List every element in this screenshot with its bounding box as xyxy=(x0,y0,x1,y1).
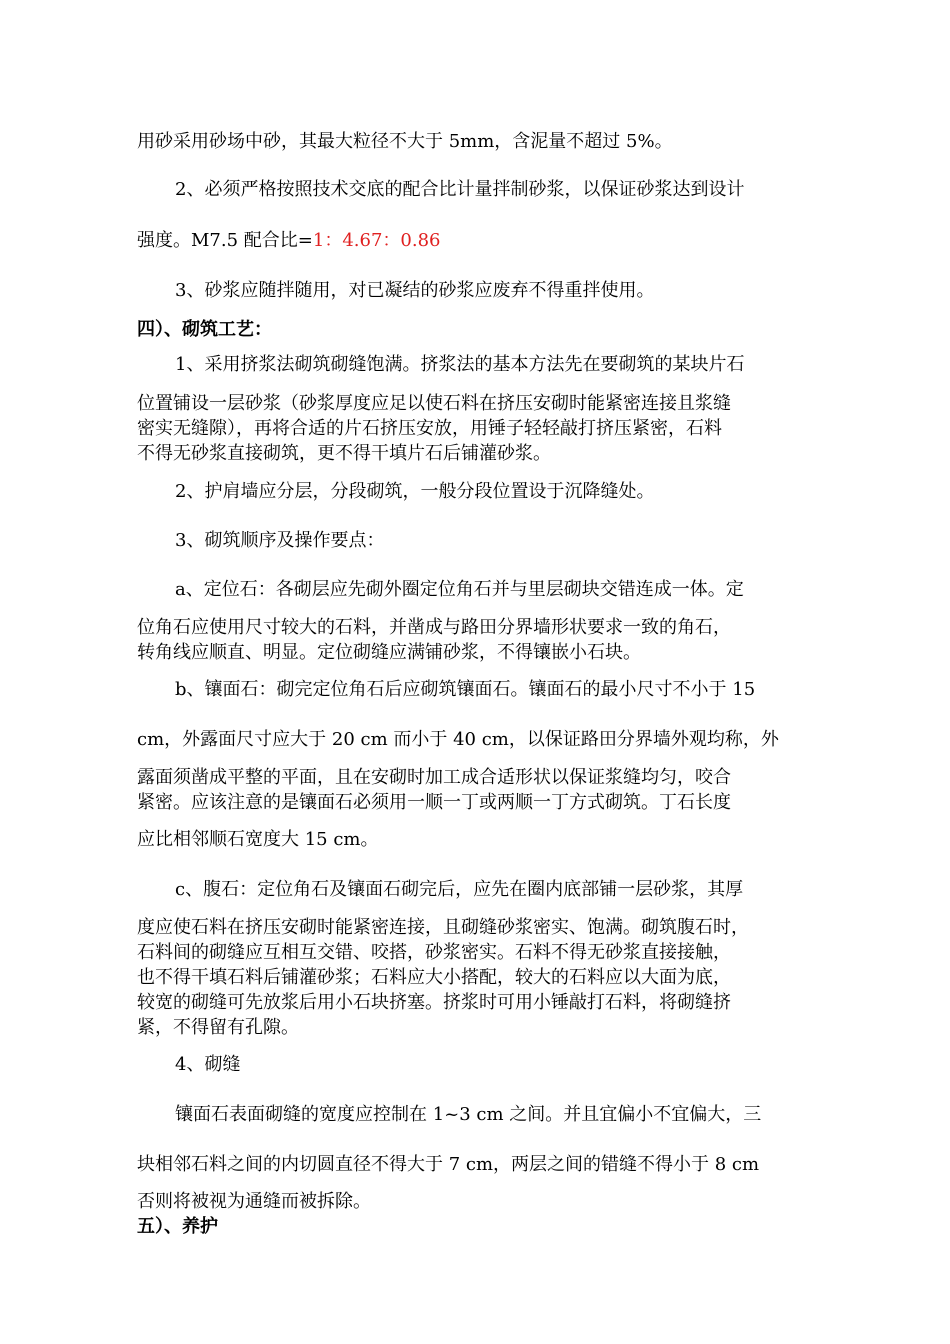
text-line: 应比相邻顺石宽度大 15 cm。 xyxy=(137,829,379,850)
text-line: cm，外露面尺寸应大于 20 cm 而小于 40 cm，以保证路田分界墙外观均称，外 xyxy=(137,729,779,750)
text-line: 不得无砂浆直接砌筑，更不得干填片石后铺灌砂浆。 xyxy=(137,443,551,464)
text-line: 2、护肩墙应分层，分段砌筑，一般分段位置设于沉降缝处。 xyxy=(175,481,655,502)
text-line: c、腹石：定位角石及镶面石砌完后，应先在圈内底部铺一层砂浆，其厚 xyxy=(175,879,744,900)
text-line: 度应使石料在挤压安砌时能紧密连接，且砌缝砂浆密实、饱满。砌筑腹石时， xyxy=(137,917,749,938)
text-line: 块相邻石料之间的内切圆直径不得大于 7 cm，两层之间的错缝不得小于 8 cm xyxy=(137,1154,760,1175)
text-line: 紧，不得留有孔隙。 xyxy=(137,1017,299,1038)
text-line: 也不得干填石料后铺灌砂浆；石料应大小搭配，较大的石料应以大面为底， xyxy=(137,967,731,988)
text-line: 露面须凿成平整的平面，且在安砌时加工成合适形状以保证浆缝均匀，咬合 xyxy=(137,767,731,788)
mix-ratio-label: 强度。M7.5 配合比= xyxy=(137,230,313,251)
text-line: b、镶面石：砌完定位角石后应砌筑镶面石。镶面石的最小尺寸不小于 15 xyxy=(175,679,756,700)
text-line: 紧密。应该注意的是镶面石必须用一顺一丁或两顺一丁方式砌筑。丁石长度 xyxy=(137,792,731,813)
text-line: 较宽的砌缝可先放浆后用小石块挤塞。挤浆时可用小锤敲打石料，将砌缝挤 xyxy=(137,992,731,1013)
text-line: 镶面石表面砌缝的宽度应控制在 1~3 cm 之间。并且宜偏小不宜偏大，三 xyxy=(175,1104,762,1125)
text-line: 位置铺设一层砂浆（砂浆厚度应足以使石料在挤压安砌时能紧密连接且浆缝 xyxy=(137,393,731,414)
text-line: 转角线应顺直、明显。定位砌缝应满铺砂浆，不得镶嵌小石块。 xyxy=(137,642,641,663)
section-heading: 五）、养护 xyxy=(137,1216,218,1237)
text-line: 否则将被视为通缝而被拆除。 xyxy=(137,1191,371,1212)
section-heading: 四）、砌筑工艺： xyxy=(137,319,272,340)
text-line: 1、采用挤浆法砌筑砌缝饱满。挤浆法的基本方法先在要砌筑的某块片石 xyxy=(175,354,745,375)
text-line: 2、必须严格按照技术交底的配合比计量拌制砂浆，以保证砂浆达到设计 xyxy=(175,179,745,200)
text-line: 密实无缝隙），再将合适的片石挤压安放，用锤子轻轻敲打挤压紧密，石料 xyxy=(137,418,722,439)
text-line: 4、砌缝 xyxy=(175,1054,241,1075)
text-line: 用砂采用砂场中砂，其最大粒径不大于 5mm，含泥量不超过 5%。 xyxy=(137,131,673,152)
text-line: 石料间的砌缝应互相互交错、咬搭，砂浆密实。石料不得无砂浆直接接触， xyxy=(137,942,731,963)
text-line: 位角石应使用尺寸较大的石料，并凿成与路田分界墙形状要求一致的角石， xyxy=(137,617,731,638)
text-line: a、定位石：各砌层应先砌外圈定位角石并与里层砌块交错连成一体。定 xyxy=(175,579,744,600)
text-line: 3、砂浆应随拌随用，对已凝结的砂浆应废弃不得重拌使用。 xyxy=(175,280,655,301)
text-line: 3、砌筑顺序及操作要点： xyxy=(175,530,385,551)
text-line xyxy=(137,229,837,253)
mix-ratio-value: 1：4.67：0.86 xyxy=(312,230,441,251)
